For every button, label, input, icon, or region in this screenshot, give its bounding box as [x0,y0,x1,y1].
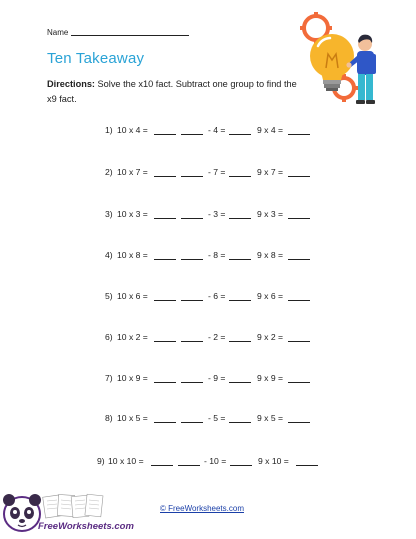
answer-blank[interactable] [181,125,203,135]
problem-number: 6) [105,332,113,342]
answer-blank[interactable] [229,209,251,219]
answer-blank[interactable] [154,167,176,177]
problem-number: 7) [105,373,113,383]
logo-text: FreeWorksheets.com [38,521,134,532]
fact9-text: 9 x 4 = [257,125,284,135]
answer-blank[interactable] [229,373,251,383]
fact9-text: 9 x 6 = [257,291,284,301]
answer-blank[interactable] [154,291,176,301]
fact9-text: 9 x 10 = [258,456,289,466]
problem-number: 8) [105,413,113,423]
fact9-text: 9 x 3 = [257,209,284,219]
answer-blank[interactable] [229,332,251,342]
answer-blank[interactable] [288,125,310,135]
subtract-text: - 5 = [208,413,226,423]
name-blank[interactable] [71,35,189,36]
footer-link[interactable]: © FreeWorksheets.com [160,504,244,513]
answer-blank[interactable] [288,167,310,177]
answer-blank[interactable] [154,373,176,383]
subtract-text: - 7 = [208,167,226,177]
subtract-text: - 6 = [208,291,226,301]
subtract-text: - 4 = [208,125,226,135]
answer-blank[interactable] [229,167,251,177]
fact10-text: 10 x 5 = [117,413,148,423]
directions [47,77,297,106]
problem-number: 9) [97,456,105,466]
fact10-text: 10 x 2 = [117,332,148,342]
fact9-text: 9 x 7 = [257,167,284,177]
answer-blank[interactable] [181,167,203,177]
fact10-text: 10 x 8 = [117,250,148,260]
answer-blank[interactable] [288,373,310,383]
answer-blank[interactable] [181,291,203,301]
answer-blank[interactable] [288,291,310,301]
answer-blank[interactable] [154,413,176,423]
name-label: Name [47,28,69,37]
answer-blank[interactable] [230,456,252,466]
answer-blank[interactable] [288,209,310,219]
subtract-text: - 2 = [208,332,226,342]
lightbulb-gear-illustration [296,10,396,110]
answer-blank[interactable] [178,456,200,466]
fact9-text: 9 x 8 = [257,250,284,260]
fact10-text: 10 x 4 = [117,125,148,135]
fact10-text: 10 x 6 = [117,291,148,301]
problem-number: 1) [105,125,113,135]
fact9-text: 9 x 2 = [257,332,284,342]
answer-blank[interactable] [181,209,203,219]
page-title: Ten Takeaway [47,50,145,67]
fact10-text: 10 x 10 = [108,456,144,466]
subtract-text: - 8 = [208,250,226,260]
problem-number: 2) [105,167,113,177]
answer-blank[interactable] [154,250,176,260]
answer-blank[interactable] [154,209,176,219]
answer-blank[interactable] [229,413,251,423]
fact10-text: 10 x 3 = [117,209,148,219]
problem-number: 4) [105,250,113,260]
fact9-text: 9 x 9 = [257,373,284,383]
problem-number: 3) [105,209,113,219]
answer-blank[interactable] [288,250,310,260]
answer-blank[interactable] [151,456,173,466]
answer-blank[interactable] [288,332,310,342]
fact10-text: 10 x 7 = [117,167,148,177]
subtract-text: - 9 = [208,373,226,383]
subtract-text: - 10 = [204,456,227,466]
fact9-text: 9 x 5 = [257,413,284,423]
answer-blank[interactable] [229,125,251,135]
name-field [47,28,189,37]
answer-blank[interactable] [154,125,176,135]
answer-blank[interactable] [229,250,251,260]
directions-label: Directions: [47,79,95,89]
answer-blank[interactable] [288,413,310,423]
fact10-text: 10 x 9 = [117,373,148,383]
answer-blank[interactable] [229,291,251,301]
directions-text: Solve the x10 fact. Subtract one group to find the x9 fact. [47,79,297,104]
answer-blank[interactable] [181,413,203,423]
lightbulb-icon [310,34,354,91]
problem-number: 5) [105,291,113,301]
answer-blank[interactable] [181,373,203,383]
answer-blank[interactable] [154,332,176,342]
answer-blank[interactable] [296,456,318,466]
answer-blank[interactable] [181,332,203,342]
subtract-text: - 3 = [208,209,226,219]
answer-blank[interactable] [181,250,203,260]
